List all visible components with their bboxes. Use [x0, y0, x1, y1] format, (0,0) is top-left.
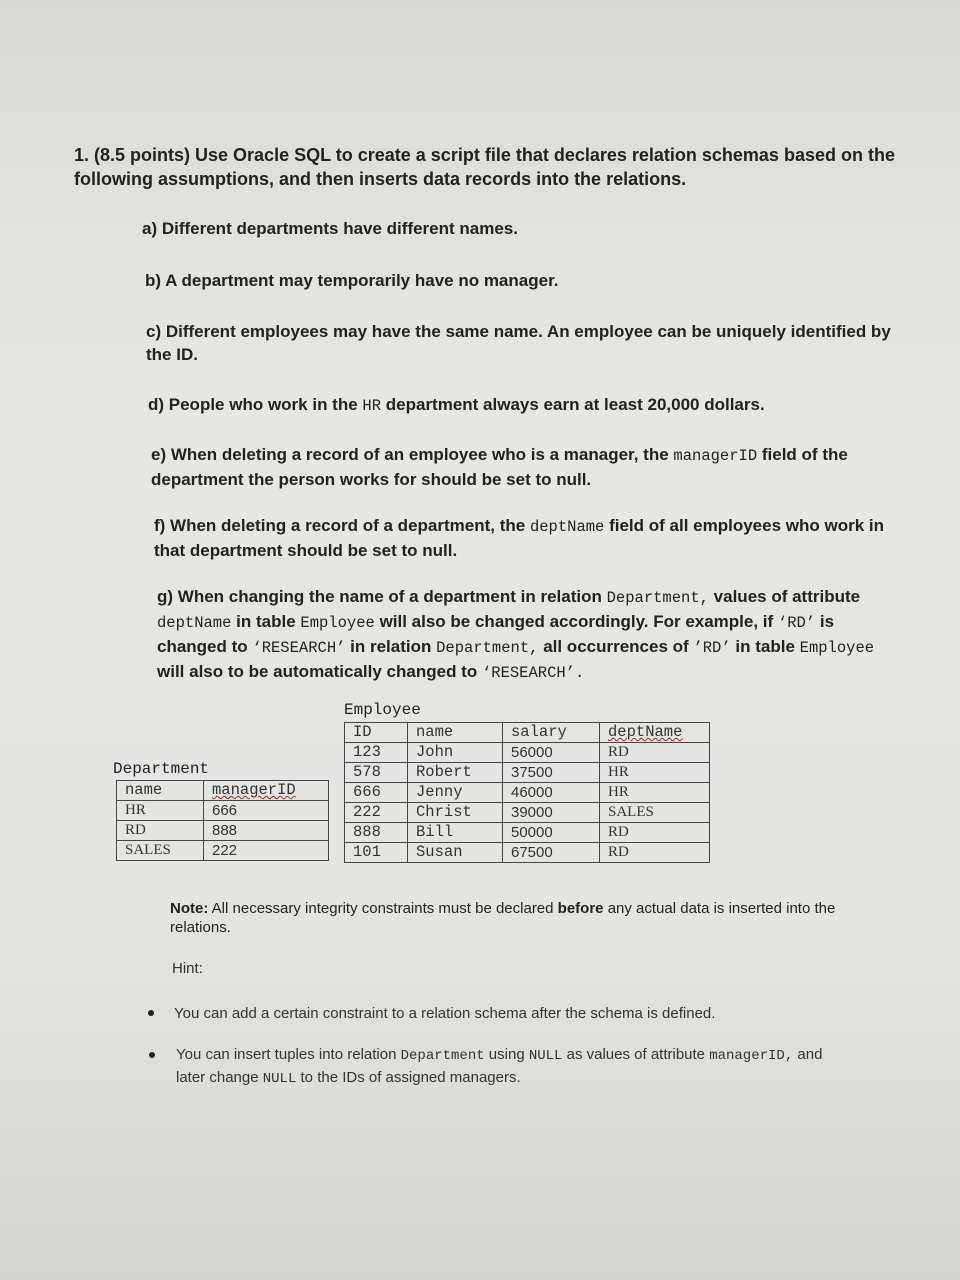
- hint-bullet-2-code-3: managerID,: [709, 1048, 794, 1064]
- bullet-dot-icon: [148, 1010, 154, 1016]
- hint-bullet-2: [176, 1044, 836, 1090]
- employee-cell-dept: RD: [600, 743, 710, 763]
- assumption-e: [151, 443, 901, 491]
- employee-cell-name: Susan: [408, 843, 503, 863]
- employee-cell-id: 666: [345, 783, 408, 803]
- employee-cell-id: 222: [345, 803, 408, 823]
- assumption-g-code-7: ’RD’: [693, 639, 731, 657]
- table-row: [345, 843, 710, 863]
- assumption-d: [148, 393, 908, 418]
- employee-cell-dept: RD: [600, 843, 710, 863]
- department-header-managerid-text: managerID: [212, 781, 296, 799]
- question-intro: 1. (8.5 points) Use Oracle SQL to create a script file that declares relation schemas based on the following assumptions, and then inserts data records into the relations.: [74, 145, 895, 189]
- department-cell-managerid: 888: [204, 821, 329, 841]
- hint-bullet-2-text-1: You can insert tuples into relation: [176, 1046, 397, 1063]
- department-header-name: name: [117, 781, 204, 801]
- assumption-d-pre: d) People who work in the: [148, 395, 358, 414]
- hint-bullet-2-text-2: using: [488, 1046, 525, 1063]
- assumption-g-code-3: Employee: [300, 614, 375, 632]
- employee-table: [344, 722, 710, 863]
- hint-bullet-2-text-5: to the IDs of assigned managers.: [300, 1069, 521, 1086]
- department-header-managerid: [204, 781, 329, 801]
- employee-cell-id: 123: [345, 743, 408, 763]
- table-row: [117, 801, 329, 821]
- note-label: Note:: [170, 900, 209, 917]
- assumption-b: b) A department may temporarily have no manager.: [145, 271, 559, 290]
- employee-cell-name: Bill: [408, 823, 503, 843]
- employee-cell-name: Robert: [408, 763, 503, 783]
- table-row: [345, 743, 710, 763]
- assumption-g-text-9: will also to be automatically changed to: [157, 662, 478, 681]
- hint-label: Hint:: [172, 960, 203, 977]
- hint-bullet-2-code-4: NULL: [262, 1071, 297, 1087]
- assumption-g-code-6: Department,: [436, 639, 539, 657]
- employee-header-salary: salary: [503, 723, 600, 743]
- assumption-g-text-6: in relation: [350, 637, 432, 656]
- employee-cell-dept: HR: [600, 783, 710, 803]
- table-row: [345, 823, 710, 843]
- table-row: [345, 803, 710, 823]
- assumption-g-text-4: will also be changed accordingly. For example, if: [379, 612, 774, 631]
- employee-table-caption: Employee: [344, 701, 421, 719]
- employee-cell-name: Jenny: [408, 783, 503, 803]
- assumption-g-code-9: ‘RESEARCH’.: [481, 664, 585, 682]
- table-row: [345, 763, 710, 783]
- employee-header-id: ID: [345, 723, 408, 743]
- assumption-g-code-5: ‘RESEARCH’: [252, 639, 346, 657]
- department-table: [116, 780, 329, 861]
- note-text-pre: All necessary integrity constraints must be declared: [211, 900, 554, 917]
- department-table-caption: Department: [113, 760, 210, 778]
- employee-cell-dept: RD: [600, 823, 710, 843]
- employee-header-deptname-text: deptName: [608, 723, 683, 741]
- employee-cell-name: John: [408, 743, 503, 763]
- assumption-g-text-1: g) When changing the name of a department in relation: [157, 587, 602, 606]
- assumption-f-pre: f) When deleting a record of a department, the: [154, 516, 526, 535]
- employee-cell-dept: HR: [600, 763, 710, 783]
- employee-cell-salary: 46000: [503, 783, 600, 803]
- department-cell-name: SALES: [117, 841, 204, 861]
- department-cell-managerid: 222: [204, 841, 329, 861]
- assumption-g-code-8: Employee: [799, 639, 875, 657]
- department-cell-name: HR: [117, 801, 204, 821]
- employee-cell-salary: 56000: [503, 743, 600, 763]
- assumption-c: c) Different employees may have the same name. An employee can be uniquely identified by the ID.: [146, 322, 891, 364]
- hint-bullet-2-code-2: NULL: [528, 1048, 563, 1064]
- employee-cell-id: 578: [345, 763, 408, 783]
- assumption-e-code: managerID: [673, 447, 758, 465]
- employee-cell-id: 888: [345, 823, 408, 843]
- employee-cell-salary: 39000: [503, 803, 600, 823]
- assumption-g-code-1: Department,: [606, 589, 709, 607]
- department-cell-name: RD: [117, 821, 204, 841]
- employee-cell-salary: 50000: [503, 823, 600, 843]
- department-cell-managerid: 666: [204, 801, 329, 821]
- hint-bullet-1: You can add a certain constraint to a relation schema after the schema is defined.: [174, 1005, 716, 1022]
- assumption-f-post: field of all employees who work in that department should be set to null.: [154, 516, 884, 560]
- assumption-d-code: HR: [362, 397, 382, 415]
- employee-cell-name: Christ: [408, 803, 503, 823]
- assumption-g-text-3: in table: [236, 612, 296, 631]
- table-row: [345, 783, 710, 803]
- assumption-g-code-4: ‘RD’: [777, 614, 816, 632]
- employee-cell-salary: 67500: [503, 843, 600, 863]
- assumption-f-code: deptName: [529, 518, 605, 536]
- assumption-g-text-7: all occurrences of: [543, 637, 689, 656]
- table-row: [117, 821, 329, 841]
- assumption-g-text-2: values of attribute: [713, 587, 861, 606]
- note-text-post: any actual data is inserted into the relations.: [170, 900, 836, 936]
- hint-bullet-2-text-4: and later change: [176, 1046, 823, 1086]
- assumption-e-pre: e) When deleting a record of an employee who is a manager, the: [151, 445, 669, 464]
- assumption-e-post: field of the department the person works for should be set to null.: [151, 445, 848, 489]
- note-text-bold: before: [557, 900, 604, 917]
- table-row: [117, 841, 329, 861]
- employee-cell-dept: SALES: [600, 803, 710, 823]
- employee-header-name: name: [408, 723, 503, 743]
- assumption-f: [154, 514, 914, 562]
- employee-header-deptname: [600, 723, 710, 743]
- assumption-a: a) Different departments have different names.: [142, 219, 518, 238]
- assumption-g-code-2: deptName: [157, 614, 232, 632]
- assumption-g-text-8: in table: [735, 637, 795, 656]
- hint-bullet-2-text-3: as values of attribute: [566, 1046, 706, 1063]
- assumption-d-post: department always earn at least 20,000 dollars.: [385, 395, 765, 414]
- employee-cell-id: 101: [345, 843, 408, 863]
- note-paragraph: [170, 899, 860, 937]
- employee-table-header-row: [345, 723, 710, 743]
- department-table-header-row: [117, 781, 329, 801]
- hint-bullet-2-code-1: Department: [400, 1048, 485, 1064]
- bullet-dot-icon: [149, 1052, 155, 1058]
- assumption-g-text-5: is changed to: [157, 612, 835, 656]
- employee-cell-salary: 37500: [503, 763, 600, 783]
- assumption-g: [157, 585, 892, 685]
